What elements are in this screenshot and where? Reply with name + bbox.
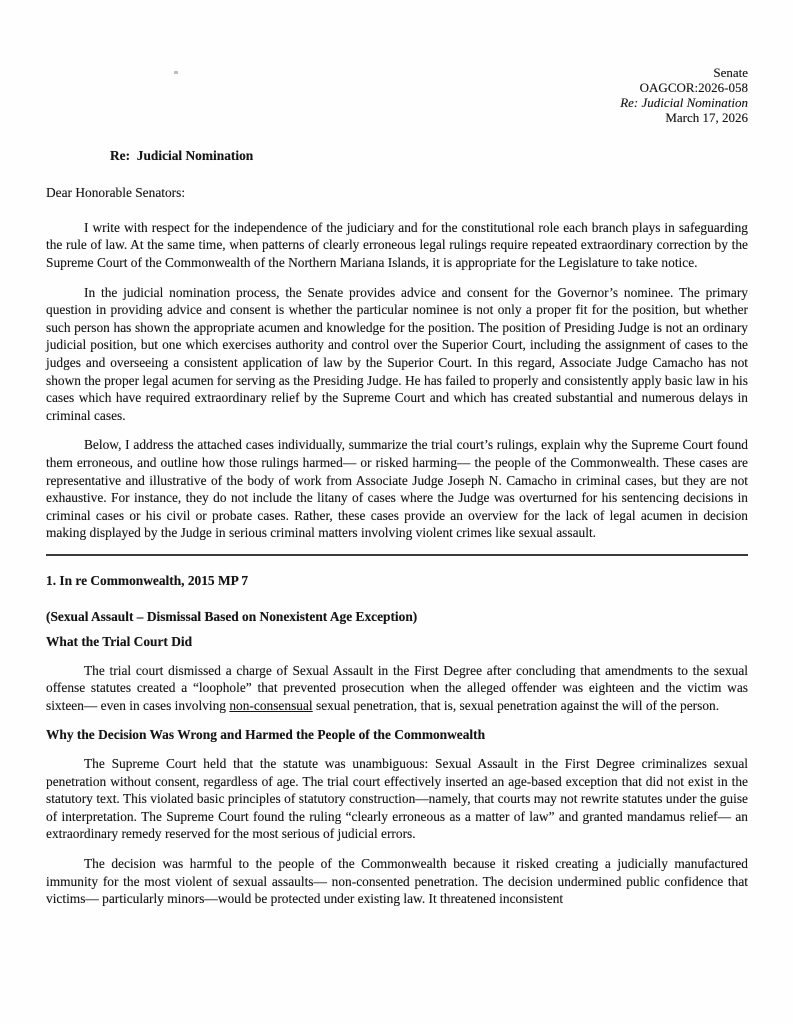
intro-paragraph: I write with respect for the independence of the judiciary and for the constitutional role each branch plays in safeguarding the rule of law. At the same time, when patterns of clearly erroneous legal rulings require repeated extraordinary correction by the Supreme Court of the Commonwealth of the Northern Mariana Islands, it is appropriate for the Legislature to take notice. (46, 219, 748, 270)
cases-overview-paragraph: Below, I address the attached cases individually, summarize the trial court’s rulings, explain why the Supreme Court found them erroneous, and outline how those rulings harmed— or risked harming— the people of the Commonwealth. These cases are representative and illustrative of the body of work from Associate Judge Joseph N. Camacho in criminal cases, but they are not exhaustive. For instance, they do not include the litany of cases where the Judge was overturned for his sentencing decisions in criminal cases or his civil or probate cases. Rather, these cases provide an overview for the lack of legal acumen in decision making displayed by the Judge in serious criminal matters involving violent crimes like sexual assault. (46, 437, 748, 541)
trial-court-text-after: sexual penetration, that is, sexual penetration against the will of the person. (312, 697, 720, 713)
why-decision-wrong-heading: Why the Decision Was Wrong and Harmed the People of the Commonwealth (46, 727, 486, 743)
case-subtitle: (Sexual Assault – Dismissal Based on Nonexistent Age Exception) (46, 608, 418, 624)
why-wrong-paragraph-2: The decision was harmful to the people of the Commonwealth because it risked creating a judicially manufactured immunity for the most violent of sexual assaults— non-consented penetration. The decision undermined public confidence that victims— particularly minors—would be protected under existing law. It threatened inconsistent (46, 856, 748, 907)
letterhead-re-line: Re: Judicial Nomination (620, 94, 748, 110)
underlined-term: non-consensual (229, 697, 313, 713)
why-wrong-paragraph-1: The Supreme Court held that the statute was unambiguous: Sexual Assault in the First Degree criminalizes sexual penetration without consent, regardless of age. The trial court effectively inserted an age-based exception that did not exist in the statutory text. This violated basic principles of statutory construction—namely, that courts may not rewrite statutes under the guise of interpretation. The Supreme Court found the ruling “clearly erroneous as a matter of law” and granted mandamus relief— an extraordinary remedy reserved for the most serious of judicial errors. (46, 756, 748, 842)
letterhead-date: March 17, 2026 (665, 109, 748, 125)
letterhead-senate: Senate (713, 65, 748, 80)
case-title: 1. In re Commonwealth, 2015 MP 7 (46, 572, 249, 588)
subject-line: Re: Judicial Nomination (110, 147, 254, 163)
scan-speck-artifact (174, 71, 178, 74)
letterhead-reference-number: OAGCOR:2026-058 (639, 79, 748, 95)
salutation: Dear Honorable Senators: (46, 185, 186, 201)
nomination-process-paragraph: In the judicial nomination process, the Senate provides advice and consent for the Governor’s nominee. The primary question in providing advice and consent is whether the particular nominee is not only a proper fit for the position, but whether such person has shown the appropriate acumen and knowledge for the position. The position of Presiding Judge is not an ordinary judicial position, but one which exercises authority and control over the Superior Court, including the assignment of cases to the judges and overseeing a consistent application of law by the Superior Court. In this regard, Associate Judge Camacho has not shown the proper legal acumen for serving as the Presiding Judge. He has failed to properly and consistently apply basic law in his cases which have required extraordinary relief by the Supreme Court and which has created substantial and numerous delays in criminal cases. (46, 284, 748, 423)
trial-court-text-before: The trial court dismissed a charge of Sexual Assault in the First Degree after concluding that amendments to the sexual offense statutes created a “loophole” that prevented prosecution when the alleged offender was eighteen and the victim was sixteen— even in cases involving (46, 662, 748, 713)
what-the-trial-court-did-heading: What the Trial Court Did (46, 634, 193, 650)
section-divider (46, 554, 748, 556)
letterhead-block (46, 66, 748, 126)
trial-court-paragraph (46, 662, 748, 715)
